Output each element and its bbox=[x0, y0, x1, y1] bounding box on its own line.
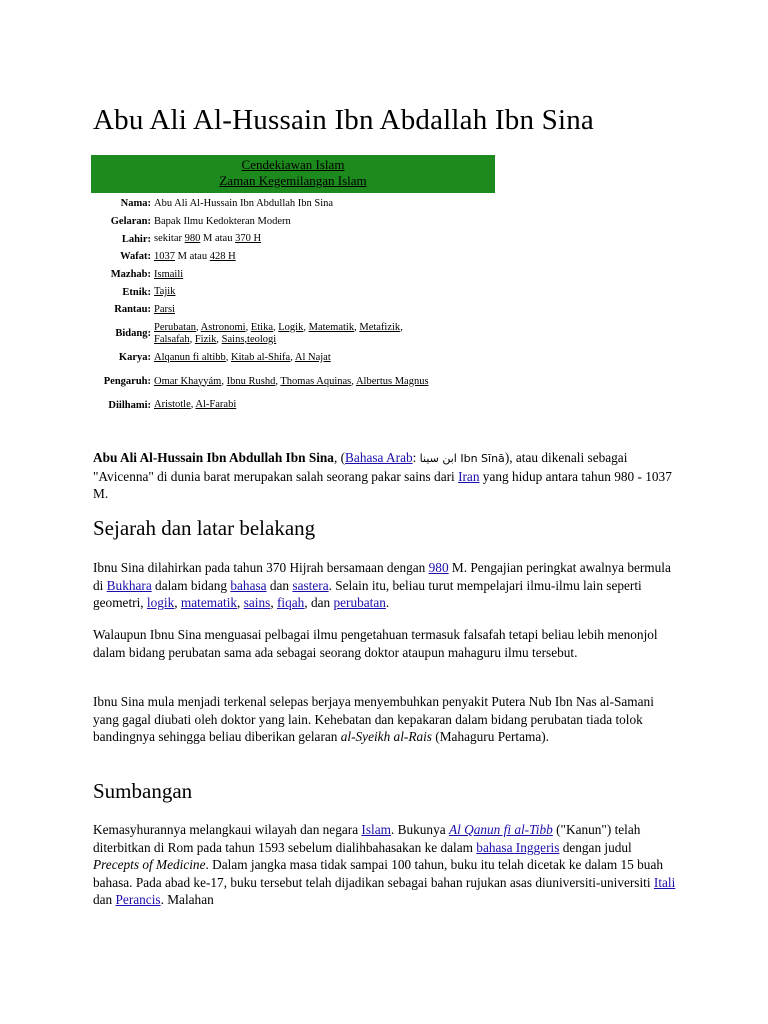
link-bahasa-arab[interactable]: Bahasa Arab bbox=[345, 450, 413, 465]
infobox-value: Alqanun fi altibb, Kitab al-Shifa, Al Najat bbox=[154, 351, 331, 363]
infobox-value: Perubatan, Astronomi, Etika, Logik, Matematik, Metafizik, Falsafah, Fizik, Sains,teologi bbox=[154, 321, 403, 345]
heading-sumbangan: Sumbangan bbox=[93, 779, 193, 803]
infobox-label: Nama: bbox=[120, 198, 151, 210]
text: dengan judul bbox=[559, 839, 632, 855]
arabic-name: ابن سينا bbox=[419, 452, 457, 465]
text: . Malahan bbox=[160, 892, 214, 908]
text: . Selain itu, beliau turut mempelajari ilmu-ilmu lain seperti geometri, bbox=[93, 577, 642, 611]
link-ibnu-rushd[interactable]: Ibnu Rushd bbox=[226, 375, 276, 387]
text: Ibnu Sina mula menjadi terkenal selepas berjaya menyembuhkan penyakit Putera Nub Ibn Nas al-Samani yang gagal diubati oleh doktor yang lain. Kehebatan dan kepakaran dalam bidang perubatan tiada tolok bandingnya sehingga beliau diberikan gelaran bbox=[93, 694, 654, 745]
link-fiqah[interactable]: fiqah bbox=[276, 595, 305, 611]
infobox-row-pengaruh bbox=[91, 367, 429, 397]
link-parsi[interactable]: Parsi bbox=[154, 303, 175, 315]
link-astronomi[interactable]: Astronomi bbox=[200, 321, 246, 333]
text: sekitar bbox=[154, 233, 185, 245]
infobox-label: Mazhab: bbox=[110, 269, 151, 281]
link-metafizik[interactable]: Metafizik bbox=[359, 321, 401, 333]
link-thomas-aquinas[interactable]: Thomas Aquinas bbox=[280, 375, 352, 387]
text: Ibnu Sina dilahirkan pada tahun 370 Hijrah bersamaan dengan bbox=[93, 560, 429, 575]
link-bahasa[interactable]: bahasa bbox=[230, 577, 267, 593]
paragraph-text: Walaupun Ibnu Sina menguasai pelbagai ilmu pengetahuan termasuk falsafah tetapi beliau lebih menonjol dalam bidang perubatan sama ada sebagai seorang doktor ataupun mahaguru ilmu tersebut. bbox=[93, 627, 658, 660]
link-fizik[interactable]: Fizik bbox=[194, 333, 217, 345]
infobox-row-bidang bbox=[91, 319, 429, 349]
text: . Bukunya bbox=[390, 822, 449, 837]
infobox-label: Etnik: bbox=[122, 286, 151, 298]
link-al-qanun[interactable]: Al Qanun fi al-Tibb bbox=[448, 822, 553, 837]
text: : bbox=[412, 450, 420, 465]
infobox-label: Karya: bbox=[118, 352, 151, 364]
link-980-body[interactable]: 980 bbox=[428, 560, 449, 575]
infobox-row-gelaran bbox=[91, 213, 429, 231]
infobox-row-etnik bbox=[91, 283, 429, 301]
text: dan bbox=[266, 577, 293, 593]
infobox-value: Bapak Ilmu Kedokteran Modern bbox=[154, 215, 291, 227]
link-1037[interactable]: 1037 bbox=[154, 250, 175, 262]
infobox-value bbox=[154, 283, 429, 301]
link-logik[interactable]: Logik bbox=[278, 321, 304, 333]
link-bukhara[interactable]: Bukhara bbox=[106, 577, 152, 593]
sejarah-paragraph-3 bbox=[93, 693, 678, 746]
link-al-najat[interactable]: Al Najat bbox=[294, 351, 331, 363]
text: dan bbox=[93, 892, 116, 908]
infobox-value bbox=[154, 248, 429, 266]
text: , bbox=[174, 595, 181, 611]
heading-sejarah: Sejarah dan latar belakang bbox=[93, 516, 316, 540]
text: . Dalam jangka masa tidak sampai 100 tahun, buku itu telah dicetak ke dalam 15 buah bahasa. Pada abad ke-17, buku tersebut telah dijadikan sebagai bahan rujukan asas diuniversiti-universiti bbox=[93, 857, 664, 890]
link-al-farabi[interactable]: Al-Farabi bbox=[195, 399, 237, 411]
infobox-label: Lahir: bbox=[121, 233, 151, 245]
text: yang hidup antara tahun 980 - 1037 M. bbox=[93, 468, 672, 502]
intro-bold-name: Abu Ali Al-Hussain Ibn Abdullah Ibn Sina bbox=[93, 450, 334, 465]
sejarah-paragraph-2 bbox=[93, 626, 678, 661]
infobox-label: Bidang: bbox=[115, 328, 151, 340]
link-alqanun[interactable]: Alqanun fi altibb bbox=[154, 351, 226, 363]
intro-paragraph bbox=[93, 449, 678, 503]
link-aristotle[interactable]: Aristotle bbox=[154, 399, 191, 411]
link-falsafah[interactable]: Falsafah bbox=[154, 333, 190, 345]
infobox-label: Gelaran: bbox=[110, 216, 151, 228]
text: M atau bbox=[200, 233, 236, 245]
link-perubatan[interactable]: Perubatan bbox=[154, 321, 196, 333]
link-ismaili[interactable]: Ismaili bbox=[154, 268, 184, 280]
infobox-header-link-zaman[interactable]: Zaman Kegemilangan Islam bbox=[219, 173, 367, 188]
link-albertus-magnus[interactable]: Albertus Magnus bbox=[355, 375, 429, 387]
text: (Mahaguru Pertama). bbox=[431, 729, 550, 745]
text: ), atau dikenali sebagai "Avicenna" di dunia barat merupakan salah seorang pakar sains dari bbox=[93, 450, 628, 484]
text: . bbox=[385, 595, 390, 611]
text: Kemasyhurannya melangkaui wilayah dan negara bbox=[93, 822, 362, 837]
page-title: Abu Ali Al-Hussain Ibn Abdallah Ibn Sina bbox=[93, 104, 594, 136]
italic-title: Precepts of Medicine bbox=[93, 857, 206, 873]
infobox-value: Aristotle, Al-Farabi bbox=[154, 399, 237, 411]
infobox-label: Wafat: bbox=[120, 251, 151, 263]
link-tajik[interactable]: Tajik bbox=[154, 286, 176, 298]
infobox-header bbox=[91, 155, 495, 193]
link-matematik[interactable]: Matematik bbox=[308, 321, 355, 333]
italic-title: al-Syeikh al-Rais bbox=[340, 729, 432, 745]
link-sastera[interactable]: sastera bbox=[292, 577, 329, 593]
text: , bbox=[237, 595, 244, 611]
infobox-row-karya bbox=[91, 349, 429, 367]
sejarah-paragraph-1 bbox=[93, 559, 678, 612]
link-sains[interactable]: sains bbox=[243, 595, 271, 611]
link-matematik-body[interactable]: matematik bbox=[180, 595, 238, 611]
text: , ( bbox=[333, 450, 346, 465]
infobox-row-diilhami bbox=[91, 397, 429, 415]
link-islam[interactable]: Islam bbox=[361, 822, 391, 837]
infobox-row-rantau bbox=[91, 301, 429, 319]
infobox-value bbox=[154, 301, 429, 319]
infobox-row-mazhab bbox=[91, 266, 429, 284]
infobox-table bbox=[91, 195, 429, 414]
infobox-value bbox=[154, 230, 429, 248]
link-etika[interactable]: Etika bbox=[250, 321, 274, 333]
infobox bbox=[91, 155, 495, 414]
link-428h[interactable]: 428 H bbox=[209, 250, 236, 262]
text: dalam bidang bbox=[151, 577, 231, 593]
link-perubatan-body[interactable]: perubatan bbox=[333, 595, 386, 611]
infobox-label: Pengaruh: bbox=[103, 376, 151, 387]
link-370h[interactable]: 370 H bbox=[235, 233, 262, 245]
link-perancis[interactable]: Perancis bbox=[115, 892, 161, 908]
link-omar-khayyam[interactable]: Omar Khayyám bbox=[154, 375, 222, 387]
infobox-row-nama bbox=[91, 195, 429, 213]
infobox-row-lahir bbox=[91, 230, 429, 248]
link-sains-teologi[interactable]: Sains,teologi bbox=[221, 333, 277, 345]
text: , bbox=[270, 595, 277, 611]
infobox-header-link-cendekiawan[interactable]: Cendekiawan Islam bbox=[241, 157, 345, 172]
text: M. Pengajian peringkat awalnya bermula di bbox=[93, 560, 671, 593]
link-itali[interactable]: Itali bbox=[653, 874, 676, 890]
text: M atau bbox=[175, 250, 210, 262]
transliteration: Ibn Sīnā bbox=[456, 452, 505, 465]
infobox-value: Abu Ali Al-Hussain Ibn Abdullah Ibn Sina bbox=[154, 197, 334, 209]
link-iran[interactable]: Iran bbox=[458, 468, 480, 484]
infobox-value bbox=[154, 266, 429, 284]
link-logik-body[interactable]: logik bbox=[146, 595, 175, 611]
link-kitab-al-shifa[interactable]: Kitab al-Shifa bbox=[231, 351, 291, 363]
text: , dan bbox=[304, 595, 334, 611]
infobox-label: Rantau: bbox=[114, 304, 151, 316]
infobox-row-wafat bbox=[91, 248, 429, 266]
link-bahasa-inggeris[interactable]: bahasa Inggeris bbox=[476, 839, 560, 855]
infobox-label: Diilhami: bbox=[108, 399, 151, 411]
infobox-value: Omar Khayyám, Ibnu Rushd, Thomas Aquinas, Albertus Magnus bbox=[154, 375, 429, 387]
text: ("Kanun") telah diterbitkan di Rom pada tahun 1593 sebelum dialihbahasakan ke dalam bbox=[93, 822, 641, 855]
link-980[interactable]: 980 bbox=[184, 233, 201, 245]
sumbangan-paragraph-1 bbox=[93, 821, 678, 909]
